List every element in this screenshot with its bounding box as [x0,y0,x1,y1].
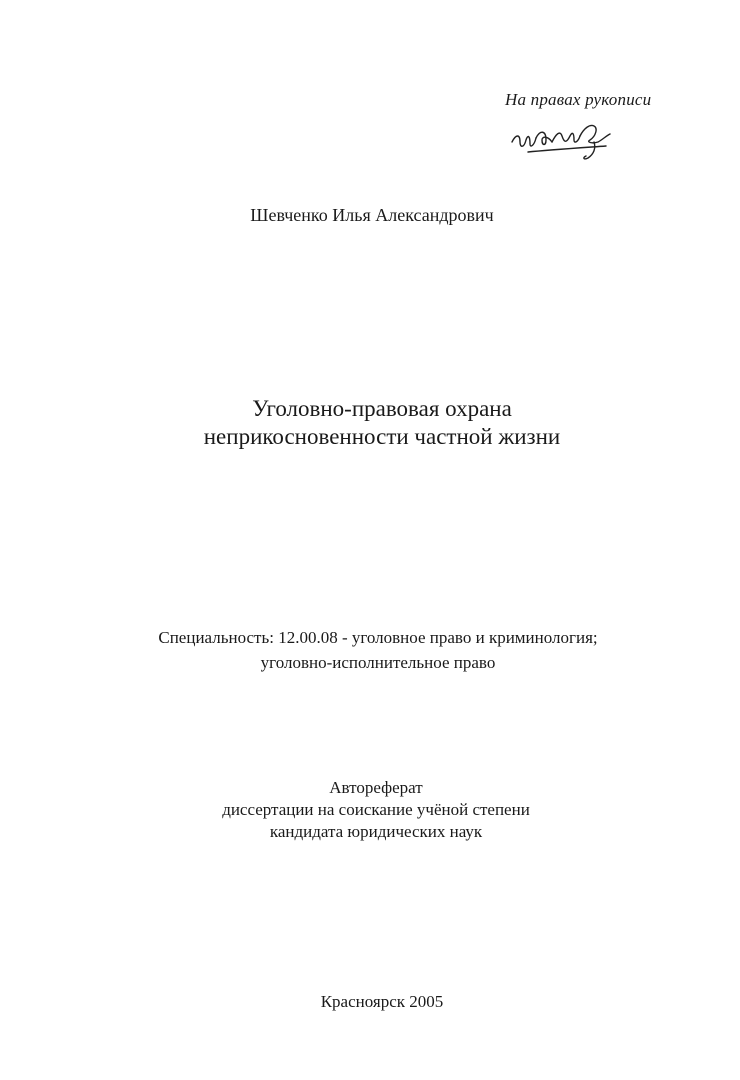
manuscript-rights-note: На правах рукописи [505,90,652,109]
abstract-block [6,777,740,843]
dissertation-title [12,395,740,451]
title-line-2: неприкосновенности частной жизни [203,424,561,449]
author-name: Шевченко Илья Александрович [250,205,494,225]
abstract-line-1: Автореферат [329,778,423,797]
specialty-line-2: уголовно-исполнительное право [260,653,496,672]
abstract-line-2: диссертации на соискание учёной степени [222,800,530,819]
abstract-line-3: кандидата юридических наук [269,822,483,841]
specialty-line-1: Специальность: 12.00.08 - уголовное право и криминология; [158,628,598,647]
specialty-block [8,625,740,675]
title-line-1: Уголовно-правовая охрана [252,396,512,421]
handwritten-signature [508,112,618,164]
city-year: Красноярск 2005 [320,992,444,1011]
